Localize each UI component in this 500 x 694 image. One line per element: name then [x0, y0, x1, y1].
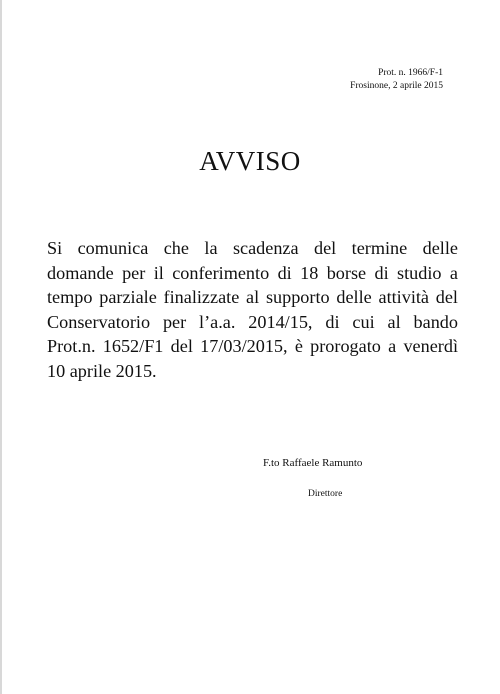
- body-line: Conservatorio per l’a.a. 2014/15, di cui al bando: [47, 311, 458, 332]
- body-line: domande per il conferimento di 18 borse di studio a: [47, 262, 458, 283]
- signature-role: Direttore: [308, 489, 343, 499]
- body-line: 10 aprile 2015.: [47, 360, 157, 381]
- signature-name: F.to Raffaele Ramunto: [263, 457, 363, 469]
- place-date: Frosinone, 2 aprile 2015: [350, 81, 443, 91]
- body-line: Prot.n. 1652/F1 del 17/03/2015, è prorogato a venerdì: [47, 336, 458, 357]
- body-line: Si comunica che la scadenza del termine delle: [47, 238, 458, 258]
- notice-title: AVVISO: [199, 146, 301, 176]
- page-edge: [0, 0, 2, 694]
- notice-body: [47, 236, 458, 384]
- body-line: tempo parziale finalizzate al supporto delle attività del: [47, 287, 458, 308]
- protocol-block: [350, 67, 443, 93]
- protocol-number: Prot. n. 1966/F-1: [378, 68, 443, 78]
